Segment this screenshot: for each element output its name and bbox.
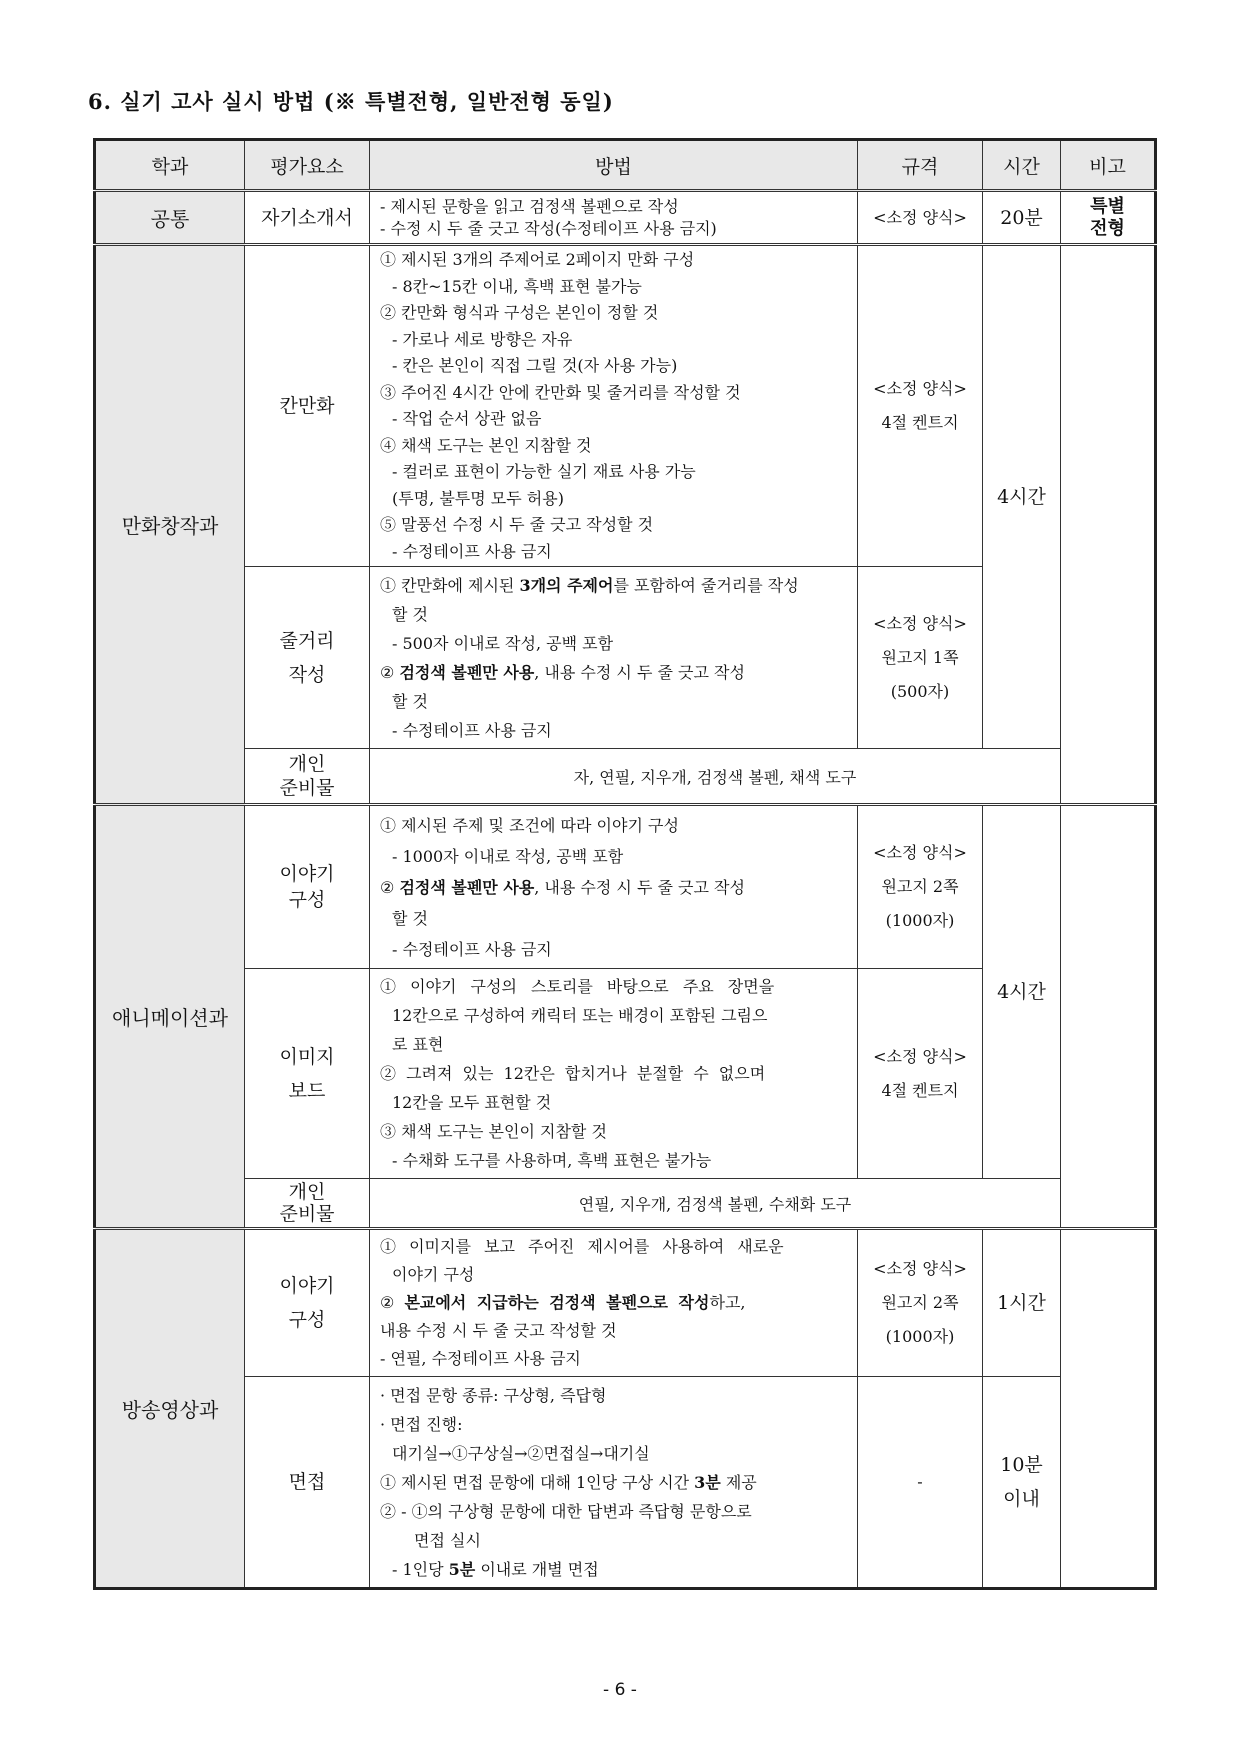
item-interview: 면접 — [245, 1377, 370, 1589]
method-line: ① 이야기 구성의 스토리를 바탕으로 주요 장면을 — [380, 977, 775, 996]
table-row-broadcast-story — [95, 1229, 1156, 1377]
table-row-anim-prep — [95, 1179, 1156, 1229]
method-line: ③ 주어진 4시간 안에 칸만화 및 줄거리를 작성할 것 — [380, 382, 741, 402]
method-line: (투명, 불투명 모두 허용) — [392, 488, 564, 508]
spec-anim-story — [858, 805, 983, 969]
method-line: - 500자 이내로 작성, 공백 포함 — [392, 633, 614, 653]
item-comic: 칸만화 — [245, 245, 370, 567]
table-row-anim-story — [95, 805, 1156, 969]
spec-line: (500자) — [890, 681, 950, 701]
method-line: 12칸을 모두 표현할 것 — [392, 1093, 552, 1112]
method-line: - 수정테이프 사용 금지 — [392, 939, 552, 959]
method-line: 로 표현 — [392, 1035, 444, 1054]
method-anim-story — [370, 805, 858, 969]
item-broadcast-story — [245, 1229, 370, 1377]
method-self-intro — [370, 191, 858, 245]
method-line: - 컬러로 표현이 가능한 실기 재료 사용 가능 — [392, 462, 696, 481]
dept-broadcast: 방송영상과 — [95, 1229, 245, 1589]
method-line: 면접 실시 — [414, 1530, 481, 1550]
exam-method-table — [93, 138, 1157, 1590]
method-line: ② 검정색 볼펜만 사용, 내용 수정 시 두 줄 긋고 작성 — [380, 877, 745, 897]
spec-line: <소정 양식> — [873, 843, 967, 862]
item-line: 이미지 — [279, 1045, 335, 1068]
method-line: ① 이미지를 보고 주어진 제시어를 사용하여 새로운 — [380, 1237, 784, 1256]
header-time: 시간 — [983, 140, 1061, 191]
page-number: - 6 - — [603, 1680, 637, 1700]
item-image-board — [245, 969, 370, 1179]
item-line: 이야기 — [279, 1275, 335, 1297]
item-line: 줄거리 — [279, 629, 335, 652]
method-line: - 수정테이프 사용 금지 — [392, 541, 552, 561]
method-line: ② 칸만화 형식과 구성은 본인이 정할 것 — [380, 303, 659, 322]
header-method: 방법 — [370, 140, 858, 191]
spec-line: <소정 양식> — [873, 1259, 967, 1278]
spec-line: 4절 켄트지 — [881, 1080, 959, 1100]
time-animation: 4시간 — [983, 805, 1061, 1179]
method-line: - 제시된 문항을 읽고 검정색 볼펜으로 작성 — [380, 196, 679, 216]
method-image-board — [370, 969, 858, 1179]
method-line: ③ 채색 도구는 본인이 지참할 것 — [380, 1122, 607, 1141]
table-header-row — [95, 140, 1156, 191]
header-dept: 학과 — [95, 140, 245, 191]
method-line: - 가로나 세로 방향은 자유 — [392, 329, 573, 349]
spec-broadcast-story — [858, 1229, 983, 1377]
spec-comic — [858, 245, 983, 567]
method-line: · 면접 진행: — [380, 1414, 463, 1434]
spec-line: <소정 양식> — [873, 379, 967, 398]
item-line: 개인 — [288, 1181, 326, 1203]
method-comic — [370, 245, 858, 567]
method-line: - 작업 순서 상관 없음 — [392, 409, 542, 428]
item-synopsis — [245, 567, 370, 749]
item-line: 구성 — [288, 1309, 326, 1331]
time-interview — [983, 1377, 1061, 1589]
section-note: (※ 특별전형, 일반전형 동일) — [323, 89, 614, 114]
spec-line: 4절 켄트지 — [881, 413, 959, 432]
method-line: ① 제시된 3개의 주제어로 2페이지 만화 구성 — [380, 250, 695, 269]
header-item: 평가요소 — [245, 140, 370, 191]
spec-line: 원고지 2쪽 — [881, 877, 959, 896]
method-line: 할 것 — [392, 908, 428, 928]
item-line: 보드 — [288, 1079, 326, 1102]
time-broadcast-story: 1시간 — [983, 1229, 1061, 1377]
note-special — [1061, 191, 1156, 245]
method-line: ④ 채색 도구는 본인 지참할 것 — [380, 435, 592, 455]
method-line: ① 제시된 주제 및 조건에 따라 이야기 구성 — [380, 815, 679, 835]
method-line: · 면접 문항 종류: 구상형, 즉답형 — [380, 1385, 607, 1405]
method-line: 12칸으로 구성하여 캐릭터 또는 배경이 포함된 그림으 — [392, 1006, 768, 1025]
note-line: 특별 — [1090, 195, 1125, 217]
method-line: - 8칸~15칸 이내, 흑백 표현 불가능 — [392, 276, 642, 296]
method-line: ② - ①의 구상형 문항에 대한 답변과 즉답형 문항으로 — [380, 1501, 752, 1521]
method-line: - 칸은 본인이 직접 그릴 것(자 사용 가능) — [392, 356, 678, 375]
method-line: ① 칸만화에 제시된 3개의 주제어를 포함하여 줄거리를 작성 — [380, 575, 799, 595]
spec-interview: - — [858, 1377, 983, 1589]
method-broadcast-story — [370, 1229, 858, 1377]
manhwa-prep-items: 자, 연필, 지우개, 검정색 볼펜, 채색 도구 — [370, 749, 1061, 805]
method-line: 내용 수정 시 두 줄 긋고 작성할 것 — [380, 1321, 617, 1340]
method-line: ⑤ 말풍선 수정 시 두 줄 긋고 작성할 것 — [380, 515, 654, 534]
anim-prep-items: 연필, 지우개, 검정색 볼펜, 수채화 도구 — [370, 1179, 1061, 1229]
spec-line: 원고지 2쪽 — [881, 1293, 959, 1312]
method-line: - 연필, 수정테이프 사용 금지 — [380, 1349, 581, 1368]
method-line: - 수채화 도구를 사용하며, 흑백 표현은 불가능 — [392, 1151, 712, 1170]
method-line: - 1000자 이내로 작성, 공백 포함 — [392, 846, 624, 866]
method-line: - 수정 시 두 줄 긋고 작성(수정테이프 사용 금지) — [380, 218, 717, 238]
spec-line: 원고지 1쪽 — [881, 647, 959, 667]
method-synopsis — [370, 567, 858, 749]
section-heading — [88, 86, 614, 116]
dept-animation: 애니메이션과 — [95, 805, 245, 1229]
item-line: 개인 — [288, 753, 326, 775]
note-manhwa — [1061, 245, 1156, 805]
spec-line: <소정 양식> — [873, 613, 967, 633]
table-row-interview — [95, 1377, 1156, 1589]
method-line: 할 것 — [392, 691, 428, 711]
section-title: 6. 실기 고사 실시 방법 — [88, 89, 316, 114]
item-line: 작성 — [288, 663, 326, 686]
table-row-common — [95, 191, 1156, 245]
item-anim-story — [245, 805, 370, 969]
time-line: 10분 — [1000, 1454, 1043, 1476]
dept-manhwa: 만화창작과 — [95, 245, 245, 805]
method-line: ② 본교에서 지급하는 검정색 볼펜으로 작성하고, — [380, 1293, 746, 1312]
spec-line: (1000자) — [885, 1327, 955, 1346]
item-line: 이야기 — [279, 863, 335, 885]
method-line: 대기실→①구상실→②면접실→대기실 — [392, 1443, 650, 1463]
dept-common: 공통 — [95, 191, 245, 245]
table-row-manhwa-prep — [95, 749, 1156, 805]
note-broadcast — [1061, 1229, 1156, 1589]
time-self-intro: 20분 — [983, 191, 1061, 245]
table-row-comic — [95, 245, 1156, 567]
note-line: 전형 — [1090, 217, 1125, 239]
spec-line: <소정 양식> — [873, 1046, 967, 1066]
method-line: ② 그려져 있는 12칸은 합치거나 분절할 수 없으며 — [380, 1064, 766, 1083]
header-spec: 규격 — [858, 140, 983, 191]
method-line: ① 제시된 면접 문항에 대해 1인당 구상 시간 3분 제공 — [380, 1472, 757, 1492]
time-manhwa: 4시간 — [983, 245, 1061, 749]
item-line: 준비물 — [279, 1203, 335, 1225]
header-note: 비고 — [1061, 140, 1156, 191]
spec-self-intro: <소정 양식> — [858, 191, 983, 245]
item-line: 구성 — [288, 889, 326, 911]
method-line: - 수정테이프 사용 금지 — [392, 720, 552, 740]
item-manhwa-prep — [245, 749, 370, 805]
method-interview — [370, 1377, 858, 1589]
method-line: ② 검정색 볼펜만 사용, 내용 수정 시 두 줄 긋고 작성 — [380, 662, 745, 682]
item-line: 준비물 — [279, 777, 335, 799]
item-self-intro: 자기소개서 — [245, 191, 370, 245]
spec-line: (1000자) — [885, 911, 955, 930]
method-line: 할 것 — [392, 604, 428, 624]
item-anim-prep — [245, 1179, 370, 1229]
note-animation — [1061, 805, 1156, 1229]
method-line: - 1인당 5분 이내로 개별 면접 — [392, 1559, 599, 1579]
time-line: 이내 — [1003, 1488, 1040, 1510]
method-line: 이야기 구성 — [392, 1265, 475, 1284]
spec-image-board — [858, 969, 983, 1179]
spec-synopsis — [858, 567, 983, 749]
